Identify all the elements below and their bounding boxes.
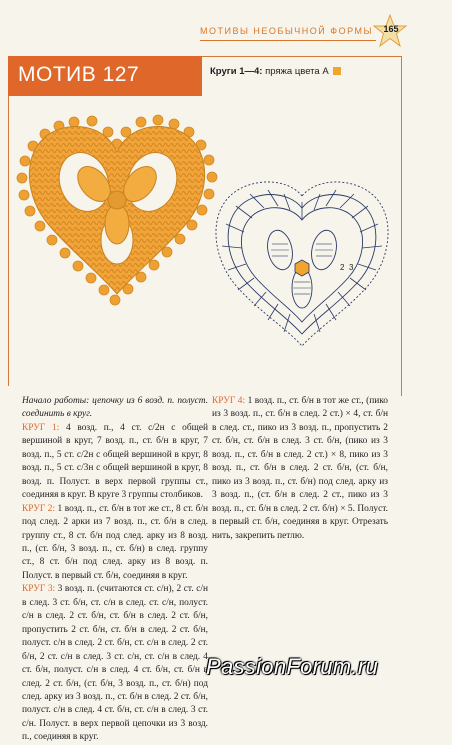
- round-3: [22, 583, 208, 744]
- yarn-note: [210, 66, 341, 77]
- watermark: PassionForum.ru: [206, 654, 379, 679]
- round-marker-2: 2: [340, 263, 345, 272]
- round-marker-3: 3: [349, 263, 354, 272]
- page-number: 165: [383, 24, 399, 34]
- instructions-right-column: [212, 395, 388, 543]
- round-1: [22, 422, 208, 503]
- round-3-label: КРУГ 3:: [22, 584, 56, 595]
- frame-left-rule: [8, 96, 9, 386]
- round-1-label: КРУГ 1:: [22, 422, 60, 433]
- round-4-text: 1 возд. п., ст. б/н в тот же ст., (пико из 3 возд. п., ст. б/н в след. 2 ст.) × 4, ст. б/н в след. ст., пико из 3 возд. п., пропустить 2 ст. б/н, ст. б/н в след. 3 ст. б/н, (пико из 3 возд. п., ст. б/н в след. 2 ст.) × 8, пико из 3 возд. п., ст. б/н в след. 2 ст. б/н, (ст. б/н, пико из 3 возд. п., ст. б/н) под след. арку из 3 возд. п., (ст. б/н в след. 2 ст., пико из 3 возд. п., ст. б/н в след. 2 ст. б/н) × 5. Полуст. в первый ст. б/н, соединяя в круг. Отрезать нить, закрепить петлю.: [212, 396, 388, 541]
- round-2-label: КРУГ 2:: [22, 503, 56, 514]
- crochet-chart: [206, 176, 398, 352]
- round-4-label: КРУГ 4:: [212, 396, 246, 406]
- yarn-color-swatch: [333, 67, 341, 75]
- yarn-label: Круги 1—4:: [210, 66, 263, 77]
- round-2-text: 1 возд. п., ст. б/н в тот же ст., 8 ст. б/н под след. 2 арки из 7 возд. п., ст. б/н в след. группу ст., 8 ст. б/н под след. арку из 8 возд. п., (ст. б/н, 3 возд. п., ст. б/н) в след. группу ст., 8 ст. б/н под след. арку из 8 возд. п. Полуст. в первый ст. б/н, соединяя в круг.: [22, 503, 208, 581]
- yarn-text: пряжа цвета А: [265, 66, 329, 77]
- running-head: МОТИВЫ НЕОБЫЧНОЙ ФОРМЫ: [200, 26, 373, 36]
- round-3-text: 3 возд. п. (считаются ст. с/н), 2 ст. с/н в след. 3 ст. б/н, ст. с/н в след. ст. с/н, полуст. с/н в след. 2 ст. б/н, ст. б/н в след. 2 ст. б/н, пропустить 2 ст. б/н, ст. б/н в след. 2 ст. б/н, полуст. с/н в след. 2 ст. б/н, ст. с/н в след. 2 ст. б/н, 2 ст. с/н в след. 3 ст. с/н, ст. с/н в след. 4 ст. б/н, полуст. с/н в след. 4 ст. б/н, ст. б/н в след. 2 ст. б/н, (ст. б/н, 3 возд. п., ст. б/н) под след. арку из 3 возд. п., ст. б/н в след. 2 ст. б/н, полуст. с/н в след. 4 ст. б/н, ст. с/н в след. 3 ст. с/н. Полуст. в верх первой цепочки из 3 возд. п., соединяя в круг.: [22, 584, 208, 743]
- intro-text: Начало работы: цепочку из 6 возд. п. полуст. соединить в круг.: [22, 396, 208, 420]
- frame-top-rule: [202, 56, 401, 57]
- round-4: [212, 395, 388, 543]
- header-rule: [200, 40, 376, 41]
- motif-title: МОТИВ 127: [18, 63, 140, 86]
- round-2: [22, 503, 208, 584]
- round-1-text: 4 возд. п., 4 ст. с/2н с общей вершиной в круг, 7 возд. п., ст. б/н в круг, 7 возд. п., 5 ст. с/2н с общей вершиной в круг, 8 возд. п., 5 ст. с/3н с общей вершиной в круг, 8 возд. п. Полуст. в верх первой группы ст., соединяя в круг. В круге 3 группы столбиков.: [22, 422, 208, 501]
- instructions-left-column: [22, 395, 208, 745]
- frame-right-rule: [401, 56, 402, 396]
- motif-photo: [14, 112, 220, 308]
